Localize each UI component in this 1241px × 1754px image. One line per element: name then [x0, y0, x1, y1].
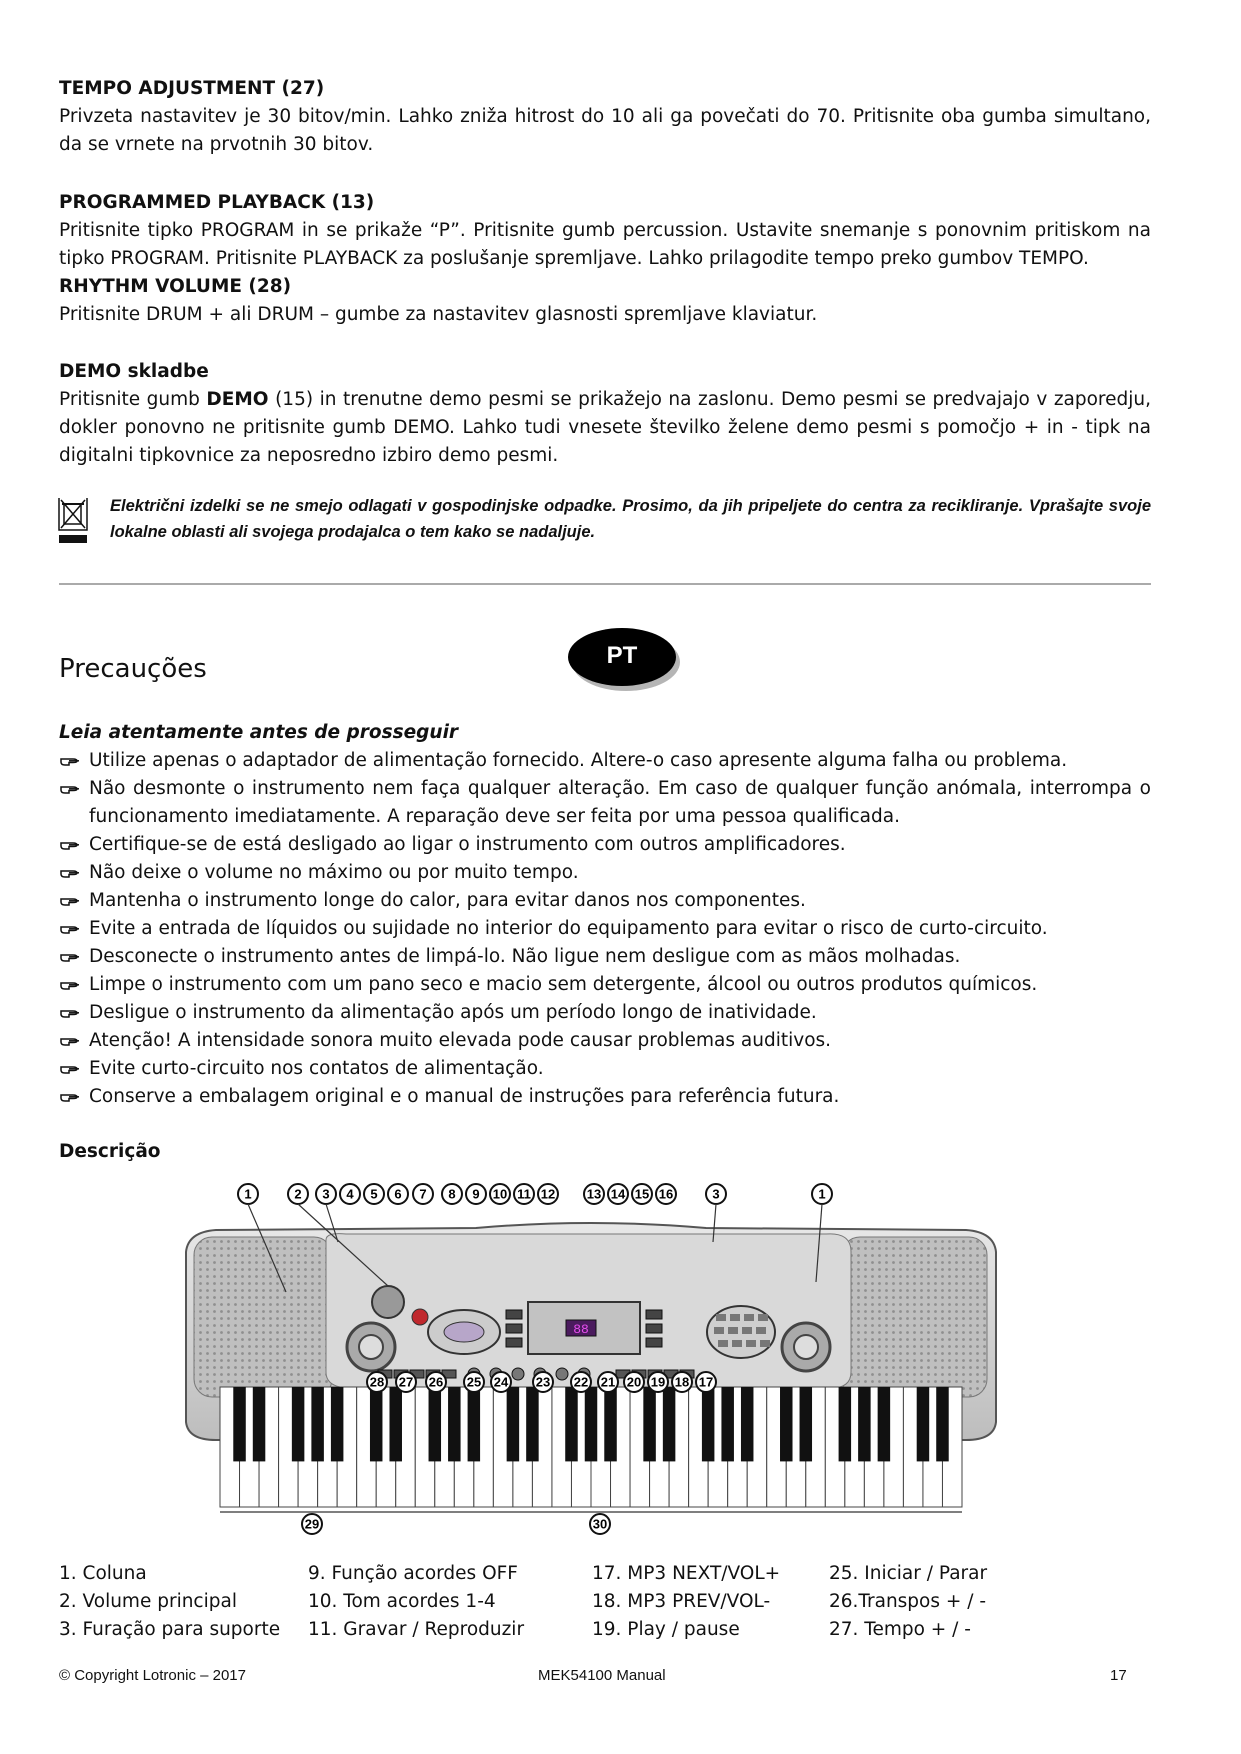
rhythm-heading: RHYTHM VOLUME (28): [59, 276, 292, 297]
callout-label: 30: [592, 1516, 608, 1532]
legend-item: 26.Transpos + / -: [829, 1591, 987, 1612]
precaution-text: Atenção! A intensidade sonora muito elevada pode causar problemas auditivos.: [89, 1030, 832, 1051]
precaution-item: [59, 1083, 1151, 1111]
tempo-section: [59, 75, 1151, 159]
black-key: [331, 1387, 343, 1461]
callout-label: 5: [370, 1186, 378, 1202]
black-key: [253, 1387, 265, 1461]
callout-label: 1: [244, 1186, 252, 1202]
black-key: [370, 1387, 382, 1461]
black-key: [643, 1387, 655, 1461]
precautions-title: Precauções: [59, 654, 207, 684]
weee-warning: Električni izdelki se ne smejo odlagati v gospodinjske odpadke. Prosimo, da jih pripeljete do centra za recikliranje. Vprašajte svoje lokalne oblasti ali svojega prodajalca o tem kako se nadaljuje.: [110, 497, 1151, 541]
programmed-heading: PROGRAMMED PLAYBACK (13): [59, 192, 375, 213]
black-key: [663, 1387, 675, 1461]
precaution-text: Não desmonte o instrumento nem faça qualquer alteração. Em caso de qualquer função anómala, interrompa o funcionamento imediatamente. A reparação deve ser feita por uma pessoa qualificada.: [89, 778, 1151, 827]
tempo-body: Privzeta nastavitev je 30 bitov/min. Lahko zniža hitrost do 10 ali ga povečati do 70. Pritisnite oba gumba simultano, da se vrnete na prvotnih 30 bitov.: [59, 106, 1151, 155]
black-key: [507, 1387, 519, 1461]
black-key: [389, 1387, 401, 1461]
black-key: [741, 1387, 753, 1461]
callout-label: 10: [492, 1186, 508, 1202]
black-key: [585, 1387, 597, 1461]
language-badge: PT: [568, 628, 676, 686]
precautions-intro: Leia atentamente antes de prosseguir: [59, 722, 459, 743]
precaution-item: [59, 943, 1151, 971]
legend-item: 3. Furação para suporte: [59, 1619, 281, 1640]
footer-copyright: © Copyright Lotronic – 2017: [59, 1667, 246, 1684]
pointing-hand-icon: [59, 943, 83, 971]
precaution-text: Não deixe o volume no máximo ou por muito tempo.: [89, 862, 579, 883]
rhythm-body: Pritisnite DRUM + ali DRUM – gumbe za nastavitev glasnosti spremljave klaviatur.: [59, 304, 818, 325]
pointing-hand-icon: [59, 1055, 83, 1083]
programmed-section: [59, 189, 1151, 329]
section-divider: [59, 583, 1151, 585]
callout-label: 9: [472, 1186, 480, 1202]
precaution-item: [59, 775, 1151, 831]
legend-item: 11. Gravar / Reproduzir: [308, 1619, 525, 1640]
pointing-hand-icon: [59, 831, 83, 859]
precaution-item: [59, 859, 1151, 887]
display-readout: 88: [573, 1322, 589, 1337]
black-key: [604, 1387, 616, 1461]
black-key: [917, 1387, 929, 1461]
callout-label: 27: [398, 1374, 414, 1390]
legend-item: 17. MP3 NEXT/VOL+: [592, 1563, 781, 1584]
legend-col-1: [59, 1560, 280, 1644]
pointing-hand-icon: [59, 887, 83, 915]
precaution-item: [59, 831, 1151, 859]
legend-item: 27. Tempo + / -: [829, 1619, 971, 1640]
callout-label: 8: [448, 1186, 456, 1202]
programmed-body: Pritisnite tipko PROGRAM in se prikaže “P”. Pritisnite gumb percussion. Ustavite snemanje s ponovnim pritiskom na tipko PROGRAM. Pritisnite PLAYBACK za poslušanje spremljave. Lahko prilagodite tempo preko gumbov TEMPO.: [59, 220, 1151, 269]
black-key: [292, 1387, 304, 1461]
precaution-text: Utilize apenas o adaptador de alimentação fornecido. Altere-o caso apresente alguma falha ou problema.: [89, 750, 1068, 771]
callout-label: 18: [674, 1374, 690, 1390]
black-key: [721, 1387, 733, 1461]
precautions-list: [59, 747, 1151, 1111]
callout-label: 19: [650, 1374, 666, 1390]
callout-label: 3: [712, 1186, 720, 1202]
left-speaker-grille: [194, 1237, 332, 1397]
piano-keys: [220, 1387, 962, 1507]
right-speaker-grille: [842, 1237, 987, 1397]
footer-manual: MEK54100 Manual: [538, 1667, 666, 1684]
precaution-text: Certifique-se de está desligado ao ligar o instrumento com outros amplificadores.: [89, 834, 846, 855]
precautions-section: [59, 719, 1151, 1111]
legend-item: 1. Coluna: [59, 1563, 147, 1584]
callout-label: 6: [394, 1186, 402, 1202]
pointing-hand-icon: [59, 1027, 83, 1055]
precaution-item: [59, 999, 1151, 1027]
tempo-heading: TEMPO ADJUSTMENT (27): [59, 78, 325, 99]
callout-label: 17: [698, 1374, 714, 1390]
callout-label: 25: [466, 1374, 482, 1390]
precaution-item: [59, 887, 1151, 915]
black-key: [800, 1387, 812, 1461]
precaution-text: Evite a entrada de líquidos ou sujidade no interior do equipamento para evitar o risco de curto-circuito.: [89, 918, 1048, 939]
black-key: [311, 1387, 323, 1461]
legend-item: 18. MP3 PREV/VOL-: [592, 1591, 771, 1612]
precaution-text: Mantenha o instrumento longe do calor, para evitar danos nos componentes.: [89, 890, 806, 911]
callout-label: 29: [304, 1516, 320, 1532]
callout-label: 23: [535, 1374, 551, 1390]
black-key: [565, 1387, 577, 1461]
footer-page-number: 17: [1110, 1667, 1127, 1684]
black-key: [526, 1387, 538, 1461]
precaution-item: [59, 1055, 1151, 1083]
callout-label: 4: [346, 1186, 354, 1202]
black-key: [839, 1387, 851, 1461]
black-key: [858, 1387, 870, 1461]
legend-col-4: [829, 1560, 987, 1644]
legend-item: 10. Tom acordes 1-4: [308, 1591, 496, 1612]
demo-heading: DEMO skladbe: [59, 361, 209, 382]
callout-label: 12: [540, 1186, 556, 1202]
demo-body-post: (15) in trenutne demo pesmi se prikažejo na zaslonu. Demo pesmi se predvajajo v zaporedju, dokler ponovno ne pritisnite gumb DEMO. Lahko tudi vnesete številko želene demo pesmi s pomočjo + in - tipk na digitalni tipkovnice za neposredno izbiro demo pesmi.: [59, 389, 1152, 466]
precaution-text: Conserve a embalagem original e o manual de instruções para referência futura.: [89, 1086, 840, 1107]
black-key: [702, 1387, 714, 1461]
volume-knob: [372, 1286, 404, 1318]
pointing-hand-icon: [59, 859, 83, 887]
pointing-hand-icon: [59, 915, 83, 943]
precaution-item: [59, 747, 1151, 775]
black-key: [429, 1387, 441, 1461]
precaution-item: [59, 915, 1151, 943]
pointing-hand-icon: [59, 747, 83, 775]
callout-label: 14: [610, 1186, 626, 1202]
pointing-hand-icon: [59, 775, 83, 803]
black-key: [936, 1387, 948, 1461]
callout-label: 22: [573, 1374, 589, 1390]
callout-label: 20: [626, 1374, 642, 1390]
precaution-text: Limpe o instrumento com um pano seco e macio sem detergente, álcool ou outros produtos químicos.: [89, 974, 1038, 995]
keyboard-diagram: [176, 1182, 1006, 1548]
legend-item: 2. Volume principal: [59, 1591, 237, 1612]
legend-col-3: [592, 1560, 780, 1644]
precaution-item: [59, 1027, 1151, 1055]
callout-label: 1: [818, 1186, 826, 1202]
legend-item: 25. Iniciar / Parar: [829, 1563, 988, 1584]
callout-label: 13: [586, 1186, 602, 1202]
demo-body: [59, 386, 1151, 470]
pointing-hand-icon: [59, 1083, 83, 1111]
demo-body-pre: Pritisnite gumb: [59, 389, 207, 410]
demo-body-bold: DEMO: [206, 389, 269, 410]
pointing-hand-icon: [59, 971, 83, 999]
precaution-text: Desligue o instrumento da alimentação após um período longo de inatividade.: [89, 1002, 817, 1023]
legend-col-2: [308, 1560, 524, 1644]
callout-label: 2: [294, 1186, 302, 1202]
callout-label: 26: [428, 1374, 444, 1390]
callout-label: 11: [517, 1186, 531, 1202]
precaution-text: Desconecte o instrumento antes de limpá-lo. Não ligue nem desligue com as mãos molhadas.: [89, 946, 961, 967]
callout-label: 7: [419, 1186, 427, 1202]
demo-section: [59, 358, 1151, 470]
black-key: [780, 1387, 792, 1461]
black-key: [233, 1387, 245, 1461]
weee-bin-icon: [57, 495, 89, 545]
callout-label: 28: [369, 1374, 385, 1390]
callout-label: 3: [322, 1186, 330, 1202]
legend-item: 19. Play / pause: [592, 1619, 740, 1640]
callout-label: 24: [493, 1374, 509, 1390]
black-key: [448, 1387, 460, 1461]
description-title: Descrição: [59, 1141, 161, 1162]
precaution-item: [59, 971, 1151, 999]
pointing-hand-icon: [59, 999, 83, 1027]
legend-item: 9. Função acordes OFF: [308, 1563, 518, 1584]
precaution-text: Evite curto-circuito nos contatos de alimentação.: [89, 1058, 544, 1079]
black-key: [878, 1387, 890, 1461]
callout-label: 21: [600, 1374, 616, 1390]
black-key: [468, 1387, 480, 1461]
power-button: [412, 1309, 428, 1325]
callout-label: 15: [634, 1186, 650, 1202]
callout-label: 16: [658, 1186, 674, 1202]
